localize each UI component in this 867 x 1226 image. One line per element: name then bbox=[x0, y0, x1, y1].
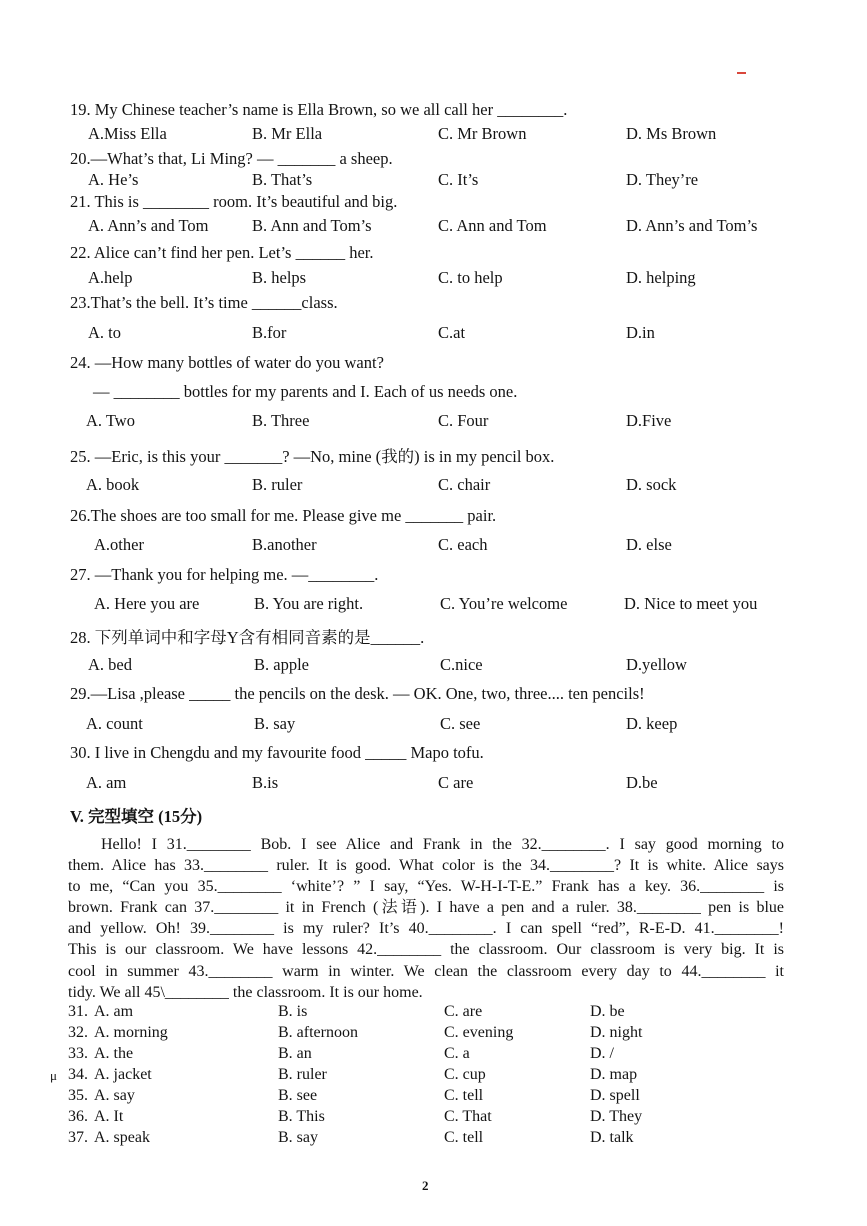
option-d: D. spell bbox=[590, 1087, 640, 1104]
option-b: B.another bbox=[252, 535, 317, 554]
question-28-options bbox=[0, 655, 867, 677]
option-b: B.for bbox=[252, 323, 287, 342]
cloze-num: 32. bbox=[68, 1024, 88, 1041]
question-28: 28. 下列单词中和字母Y含有相同音素的是______. bbox=[70, 628, 425, 647]
option-d: D. helping bbox=[626, 268, 696, 287]
question-24-options bbox=[0, 411, 867, 433]
option-b: B. ruler bbox=[278, 1066, 327, 1083]
cloze-num: 31. bbox=[68, 1003, 88, 1020]
option-c: C. chair bbox=[438, 475, 491, 494]
question-27: 27. —Thank you for helping me. —________. bbox=[70, 565, 379, 584]
option-d: D. keep bbox=[626, 714, 678, 733]
option-c: C.at bbox=[438, 323, 466, 342]
cloze-options-33 bbox=[0, 1045, 867, 1066]
option-c: C. You’re welcome bbox=[440, 594, 568, 613]
option-c: C. evening bbox=[444, 1024, 514, 1041]
option-c: C. Mr Brown bbox=[438, 124, 527, 143]
option-a: A. He’s bbox=[88, 170, 139, 189]
option-c: C. see bbox=[440, 714, 481, 733]
option-c: C. tell bbox=[444, 1129, 484, 1146]
option-c: C. to help bbox=[438, 268, 503, 287]
question-26: 26.The shoes are too small for me. Please give me _______ pair. bbox=[70, 506, 497, 525]
question-29-options bbox=[0, 714, 867, 736]
cloze-num: 36. bbox=[68, 1108, 88, 1125]
cloze-options-32 bbox=[0, 1024, 867, 1045]
option-a: A. count bbox=[86, 714, 143, 733]
option-d: D. sock bbox=[626, 475, 677, 494]
option-d: D. Ann’s and Tom’s bbox=[626, 216, 758, 235]
cloze-options-36 bbox=[0, 1108, 867, 1129]
option-b: B. Three bbox=[252, 411, 310, 430]
option-d: D.in bbox=[626, 323, 655, 342]
option-a: A. bed bbox=[88, 655, 132, 674]
passage-line: tidy. We all 45\________ the classroom. It is our home. bbox=[68, 983, 423, 1001]
option-c: C. Ann and Tom bbox=[438, 216, 547, 235]
option-a: A. am bbox=[86, 773, 127, 792]
option-b: B. That’s bbox=[252, 170, 313, 189]
option-b: B. an bbox=[278, 1045, 312, 1062]
option-b: B. see bbox=[278, 1087, 318, 1104]
option-b: B.is bbox=[252, 773, 279, 792]
question-20-options bbox=[0, 170, 867, 192]
cloze-passage bbox=[68, 834, 784, 1003]
question-30: 30. I live in Chengdu and my favourite food _____ Mapo tofu. bbox=[70, 743, 484, 762]
option-d: D.yellow bbox=[626, 655, 687, 674]
option-a: A. It bbox=[94, 1108, 124, 1125]
option-b: B. is bbox=[278, 1003, 308, 1020]
page-number: 2 bbox=[422, 1178, 429, 1193]
option-a: A. Ann’s and Tom bbox=[88, 216, 209, 235]
question-21: 21. This is ________ room. It’s beautiful and big. bbox=[70, 192, 398, 211]
question-23: 23.That’s the bell. It’s time ______class. bbox=[70, 293, 338, 312]
passage-line: and yellow. Oh! 39.________ is my ruler? It’s 40.________. I can spell “red”, R-E-D. 41.________! bbox=[68, 920, 784, 938]
passage-line: This is our classroom. We have lessons 42.________ the classroom. Our classroom is very big. It is bbox=[68, 941, 784, 959]
option-c: C are bbox=[438, 773, 474, 792]
option-b: B. Mr Ella bbox=[252, 124, 323, 143]
option-d: D. night bbox=[590, 1024, 643, 1041]
cloze-options-31 bbox=[0, 1003, 867, 1024]
option-d: D. Nice to meet you bbox=[624, 594, 758, 613]
cloze-num: 34. bbox=[68, 1066, 88, 1083]
passage-line: them. Alice has 33.________ ruler. It is good. What color is the 34.________? It is white. Alice says bbox=[68, 857, 784, 875]
option-c: C. tell bbox=[444, 1087, 484, 1104]
option-a: A. book bbox=[86, 475, 140, 494]
option-c: C. cup bbox=[444, 1066, 486, 1083]
option-d: D.be bbox=[626, 773, 658, 792]
option-c: C.nice bbox=[440, 655, 483, 674]
question-26-options bbox=[0, 535, 867, 557]
option-a: A. speak bbox=[94, 1129, 150, 1146]
question-21-options bbox=[0, 216, 867, 238]
option-b: B. ruler bbox=[252, 475, 303, 494]
option-a: A. Here you are bbox=[94, 594, 200, 613]
option-a: A. the bbox=[94, 1045, 134, 1062]
option-c: C. That bbox=[444, 1108, 492, 1125]
option-a: A. morning bbox=[94, 1024, 168, 1041]
question-27-options bbox=[0, 594, 867, 616]
margin-mark: μ bbox=[50, 1068, 57, 1083]
option-b: B. say bbox=[278, 1129, 318, 1146]
option-a: A. say bbox=[94, 1087, 135, 1104]
cloze-options-35 bbox=[0, 1087, 867, 1108]
option-b: B. say bbox=[254, 714, 296, 733]
cloze-options-37 bbox=[0, 1129, 867, 1150]
option-d: D. be bbox=[590, 1003, 625, 1020]
option-d: D. Ms Brown bbox=[626, 124, 717, 143]
option-b: B. Ann and Tom’s bbox=[252, 216, 372, 235]
option-a: A. Two bbox=[86, 411, 135, 430]
option-a: A. am bbox=[94, 1003, 134, 1020]
section-title: V. 完型填空 (15分) bbox=[70, 807, 203, 826]
cloze-num: 37. bbox=[68, 1129, 88, 1146]
question-22: 22. Alice can’t find her pen. Let’s ______ her. bbox=[70, 243, 374, 262]
option-c: C. Four bbox=[438, 411, 489, 430]
option-d: D.Five bbox=[626, 411, 672, 430]
option-d: D. talk bbox=[590, 1129, 634, 1146]
question-24-reply: — ________ bottles for my parents and I. Each of us needs one. bbox=[93, 382, 518, 401]
option-a: A. jacket bbox=[94, 1066, 152, 1083]
passage-line: Hello! I 31.________ Bob. I see Alice and Frank in the 32.________. I say good morning to bbox=[101, 836, 784, 853]
question-23-options bbox=[0, 323, 867, 345]
passage-line: to me, “Can you 35.________ ‘white’? ” I say, “Yes. W-H-I-T-E.” Frank has a key. 36.________ is bbox=[68, 878, 784, 896]
question-24: 24. —How many bottles of water do you want? bbox=[70, 353, 384, 372]
question-29: 29.—Lisa ,please _____ the pencils on the desk. — OK. One, two, three.... ten pencils! bbox=[70, 684, 645, 703]
option-c: C. a bbox=[444, 1045, 470, 1062]
question-19-options bbox=[0, 124, 867, 146]
option-d: D. They’re bbox=[626, 170, 699, 189]
red-mark bbox=[737, 72, 746, 74]
question-20: 20.—What’s that, Li Ming? — _______ a sheep. bbox=[70, 149, 393, 168]
option-b: B. helps bbox=[252, 268, 307, 287]
option-c: C. It’s bbox=[438, 170, 479, 189]
cloze-num: 33. bbox=[68, 1045, 88, 1062]
option-c: C. each bbox=[438, 535, 488, 554]
option-d: D. else bbox=[626, 535, 672, 554]
option-c: C. are bbox=[444, 1003, 483, 1020]
question-22-options bbox=[0, 268, 867, 290]
passage-line: brown. Frank can 37.________ it in French (法语). I have a pen and a ruler. 38.________ pen is blue bbox=[68, 899, 784, 917]
passage-line: cool in summer 43.________ warm in winter. We clean the classroom every day to 44.________ it bbox=[68, 962, 784, 980]
option-d: D. They bbox=[590, 1108, 643, 1125]
option-b: B. You are right. bbox=[254, 594, 364, 613]
option-b: B. This bbox=[278, 1108, 325, 1125]
option-d: D. / bbox=[590, 1045, 614, 1062]
option-a: A.Miss Ella bbox=[88, 124, 167, 143]
question-25: 25. —Eric, is this your _______? —No, mine (我的) is in my pencil box. bbox=[70, 447, 555, 466]
question-30-options bbox=[0, 773, 867, 795]
option-b: B. apple bbox=[254, 655, 309, 674]
option-a: A.help bbox=[88, 268, 133, 287]
option-d: D. map bbox=[590, 1066, 638, 1083]
question-25-options bbox=[0, 475, 867, 497]
option-b: B. afternoon bbox=[278, 1024, 358, 1041]
cloze-num: 35. bbox=[68, 1087, 88, 1104]
option-a: A. to bbox=[88, 323, 121, 342]
question-19: 19. My Chinese teacher’s name is Ella Brown, so we all call her ________. bbox=[70, 100, 568, 119]
option-a: A.other bbox=[94, 535, 144, 554]
cloze-options-34 bbox=[0, 1066, 867, 1087]
